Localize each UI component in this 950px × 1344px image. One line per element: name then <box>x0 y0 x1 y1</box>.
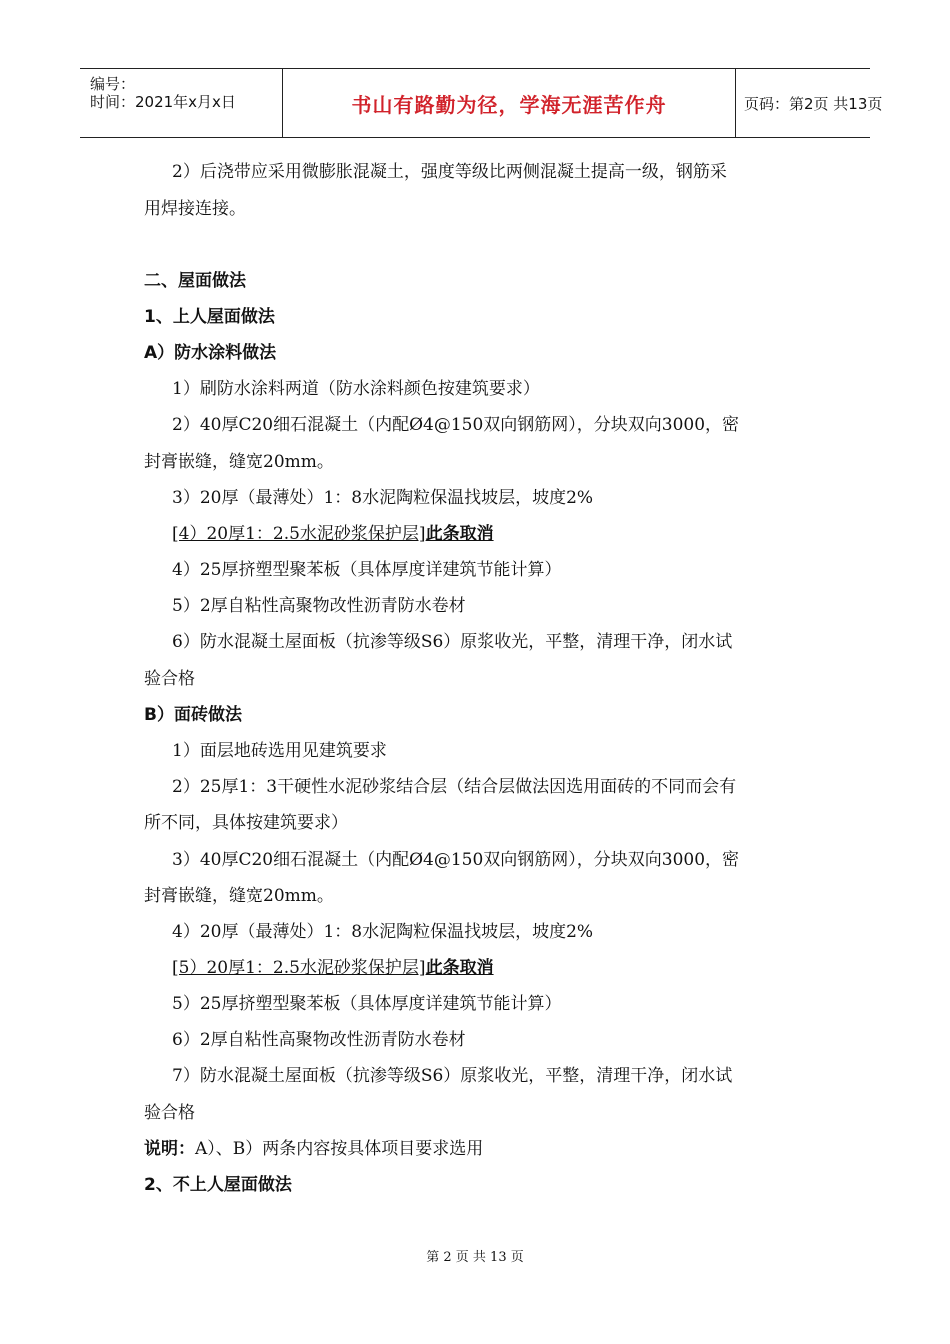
list-item: 封膏嵌缝，缝宽20mm。 <box>144 886 334 906</box>
list-item: 验合格 <box>144 669 195 689</box>
list-item: 5）25厚挤塑型聚苯板（具体厚度详建筑节能计算） <box>172 994 562 1014</box>
subsection-heading: 2、不上人屋面做法 <box>144 1175 292 1195</box>
section-heading: 二、屋面做法 <box>144 271 246 291</box>
cancelled-item <box>172 524 838 544</box>
list-item: 封膏嵌缝，缝宽20mm。 <box>144 452 334 472</box>
cancelled-note: 此条取消 <box>425 958 494 978</box>
list-item: 3）20厚（最薄处）1：8水泥陶粒保温找坡层，坡度2% <box>172 488 594 508</box>
list-item: 所不同，具体按建筑要求） <box>144 813 348 833</box>
list-item: 6）防水混凝土屋面板（抗渗等级S6）原浆收光，平整，清理干净，闭水试 <box>172 632 733 652</box>
page-footer: 第 2 页 共 13 页 <box>426 1250 524 1265</box>
header-motto-cell <box>282 69 736 137</box>
list-item: 2）40厚C20细石混凝土（内配Ø4@150双向钢筋网），分块双向3000，密 <box>172 415 740 435</box>
list-item: 3）40厚C20细石混凝土（内配Ø4@150双向钢筋网），分块双向3000，密 <box>172 850 740 870</box>
list-item: 验合格 <box>144 1103 195 1123</box>
note <box>144 1139 810 1159</box>
subsection-heading: 1、上人屋面做法 <box>144 307 275 327</box>
paragraph: 用焊接连接。 <box>144 199 246 219</box>
document-number-label: 编号： <box>90 75 136 93</box>
subsection-heading: A）防水涂料做法 <box>144 343 277 363</box>
cancelled-item-text: [5）20厚1：2.5水泥砂浆保护层] <box>172 958 426 978</box>
paragraph: 2）后浇带应采用微膨胀混凝土，强度等级比两侧混凝土提高一级，钢筋采 <box>172 162 727 182</box>
list-item: 7）防水混凝土屋面板（抗渗等级S6）原浆收光，平整，清理干净，闭水试 <box>172 1066 733 1086</box>
note-label: 说明： <box>144 1139 195 1159</box>
cancelled-item <box>172 958 838 978</box>
note-text: A）、B）两条内容按具体项目要求选用 <box>195 1139 484 1159</box>
cancelled-item-text: [4）20厚1：2.5水泥砂浆保护层] <box>172 524 426 544</box>
list-item: 4）20厚（最薄处）1：8水泥陶粒保温找坡层，坡度2% <box>172 922 594 942</box>
list-item: 1）刷防水涂料两道（防水涂料颜色按建筑要求） <box>172 379 540 399</box>
list-item: 2）25厚1：3干硬性水泥砂浆结合层（结合层做法因选用面砖的不同而会有 <box>172 777 737 797</box>
list-item: 4）25厚挤塑型聚苯板（具体厚度详建筑节能计算） <box>172 560 562 580</box>
list-item: 1）面层地砖选用见建筑要求 <box>172 741 387 761</box>
header-meta-cell <box>80 69 282 137</box>
header-page-label: 页码：第2页 共13页 <box>744 94 883 113</box>
header-motto: 书山有路勤为径，学海无涯苦作舟 <box>351 92 667 117</box>
header-page-cell <box>734 69 883 137</box>
subsection-heading: B）面砖做法 <box>144 705 242 725</box>
list-item: 6）2厚自粘性高聚物改性沥青防水卷材 <box>172 1030 466 1050</box>
header-table <box>80 68 883 138</box>
document-time-label: 时间：2021年x月x日 <box>90 93 236 111</box>
cancelled-note: 此条取消 <box>425 524 494 544</box>
list-item: 5）2厚自粘性高聚物改性沥青防水卷材 <box>172 596 466 616</box>
